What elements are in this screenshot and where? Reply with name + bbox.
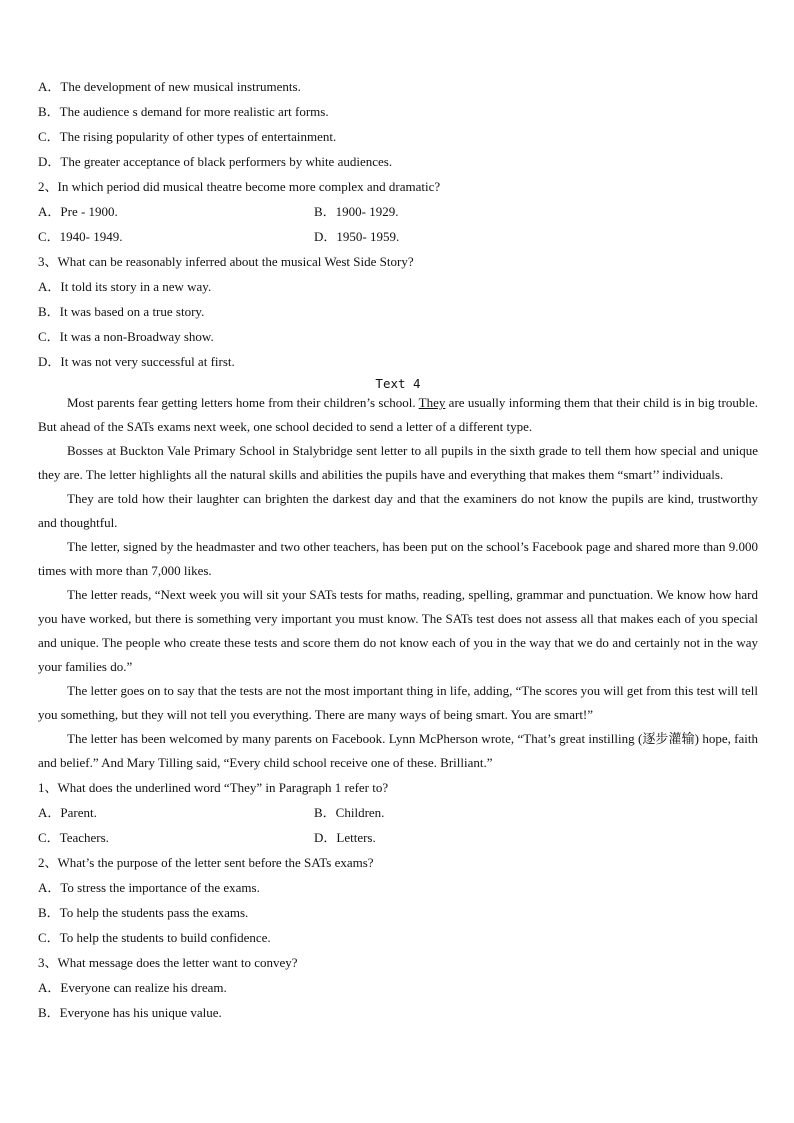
question-2-prev: 2、In which period did musical theatre become more complex and dramatic? [38, 179, 441, 194]
option-d: D．Letters. [314, 830, 376, 845]
option-a: A．Everyone can realize his dream. [38, 980, 227, 995]
question-2-options-row-2 [38, 224, 758, 249]
option-a: A．The development of new musical instruments. [38, 79, 301, 94]
paragraph-3: They are told how their laughter can brighten the darkest day and that the examiners do not know the pupils are kind, trustworthy and thoughtful. [38, 491, 758, 530]
paragraph-7: The letter has been welcomed by many parents on Facebook. Lynn McPherson wrote, “That’s great instilling (逐步灌输) hope, faith and belief.” And Mary Tilling said, “Every child school receive one of these. Brilliant.” [38, 731, 758, 770]
option-a: A．Parent. [38, 805, 97, 820]
option-b: B．To help the students pass the exams. [38, 905, 249, 920]
option-b: B．Children. [314, 805, 385, 820]
option-a: A．Pre - 1900. [38, 204, 118, 219]
question-1: 1、What does the underlined word “They” in Paragraph 1 refer to? [38, 780, 389, 795]
question-3: 3、What message does the letter want to convey? [38, 955, 298, 970]
paragraph-1-end: are usually informing them that their child is in big trouble. But ahead of the SATs exams next week, one school decided to send a letter of a different type. [38, 395, 758, 434]
paragraph-2: Bosses at Buckton Vale Primary School in Stalybridge sent letter to all pupils in the sixth grade to tell them how special and unique they are. The letter highlights all the natural skills and abilities the pupils have and everything that makes them “smart’’ individuals. [38, 443, 758, 482]
paragraph-6: The letter goes on to say that the tests are not the most important thing in life, adding, “The scores you will get from this test will tell you something, but they will not tell you everything. There are many ways of being smart. You are smart!” [38, 683, 758, 722]
option-b: B．The audience s demand for more realistic art forms. [38, 104, 329, 119]
underlined-word-they: They [418, 395, 446, 410]
option-d: D．The greater acceptance of black performers by white audiences. [38, 154, 393, 169]
option-c: C．It was a non-Broadway show. [38, 329, 214, 344]
option-d: D．1950- 1959. [314, 229, 400, 244]
option-c: C．1940- 1949. [38, 229, 123, 244]
question-1-options-row-1 [38, 800, 758, 825]
paragraph-5: The letter reads, “Next week you will sit your SATs tests for maths, reading, spelling, grammar and punctuation. We know how hard you have worked, but there is something very important you must know. The SATs test does not assess all that makes each of you special and unique. The people who create these tests and score them do not know each of you in the way that we do and certainly not in the way your families do.” [38, 587, 758, 674]
option-c: C．To help the students to build confidence. [38, 930, 271, 945]
option-d: D．It was not very successful at first. [38, 354, 235, 369]
paragraph-1 [38, 391, 758, 439]
option-a: A．It told its story in a new way. [38, 279, 212, 294]
previous-question-options [38, 74, 758, 174]
paragraph-1-start: Most parents fear getting letters home from their children’s school. [67, 395, 419, 410]
option-c: C．The rising popularity of other types of entertainment. [38, 129, 337, 144]
option-a: A．To stress the importance of the exams. [38, 880, 260, 895]
option-c: C．Teachers. [38, 830, 109, 845]
paragraph-4: The letter, signed by the headmaster and two other teachers, has been put on the school’s Facebook page and shared more than 9.000 times with more than 7,000 likes. [38, 539, 758, 578]
question-3-prev: 3、What can be reasonably inferred about the musical West Side Story? [38, 254, 414, 269]
option-b: B．Everyone has his unique value. [38, 1005, 222, 1020]
document-page [38, 74, 758, 1025]
question-2: 2、What’s the purpose of the letter sent before the SATs exams? [38, 855, 374, 870]
question-1-options-row-2 [38, 825, 758, 850]
question-2-options-row-1 [38, 199, 758, 224]
option-b: B．1900- 1929. [314, 204, 399, 219]
option-b: B．It was based on a true story. [38, 304, 205, 319]
text-4-title: Text 4 [375, 376, 421, 391]
